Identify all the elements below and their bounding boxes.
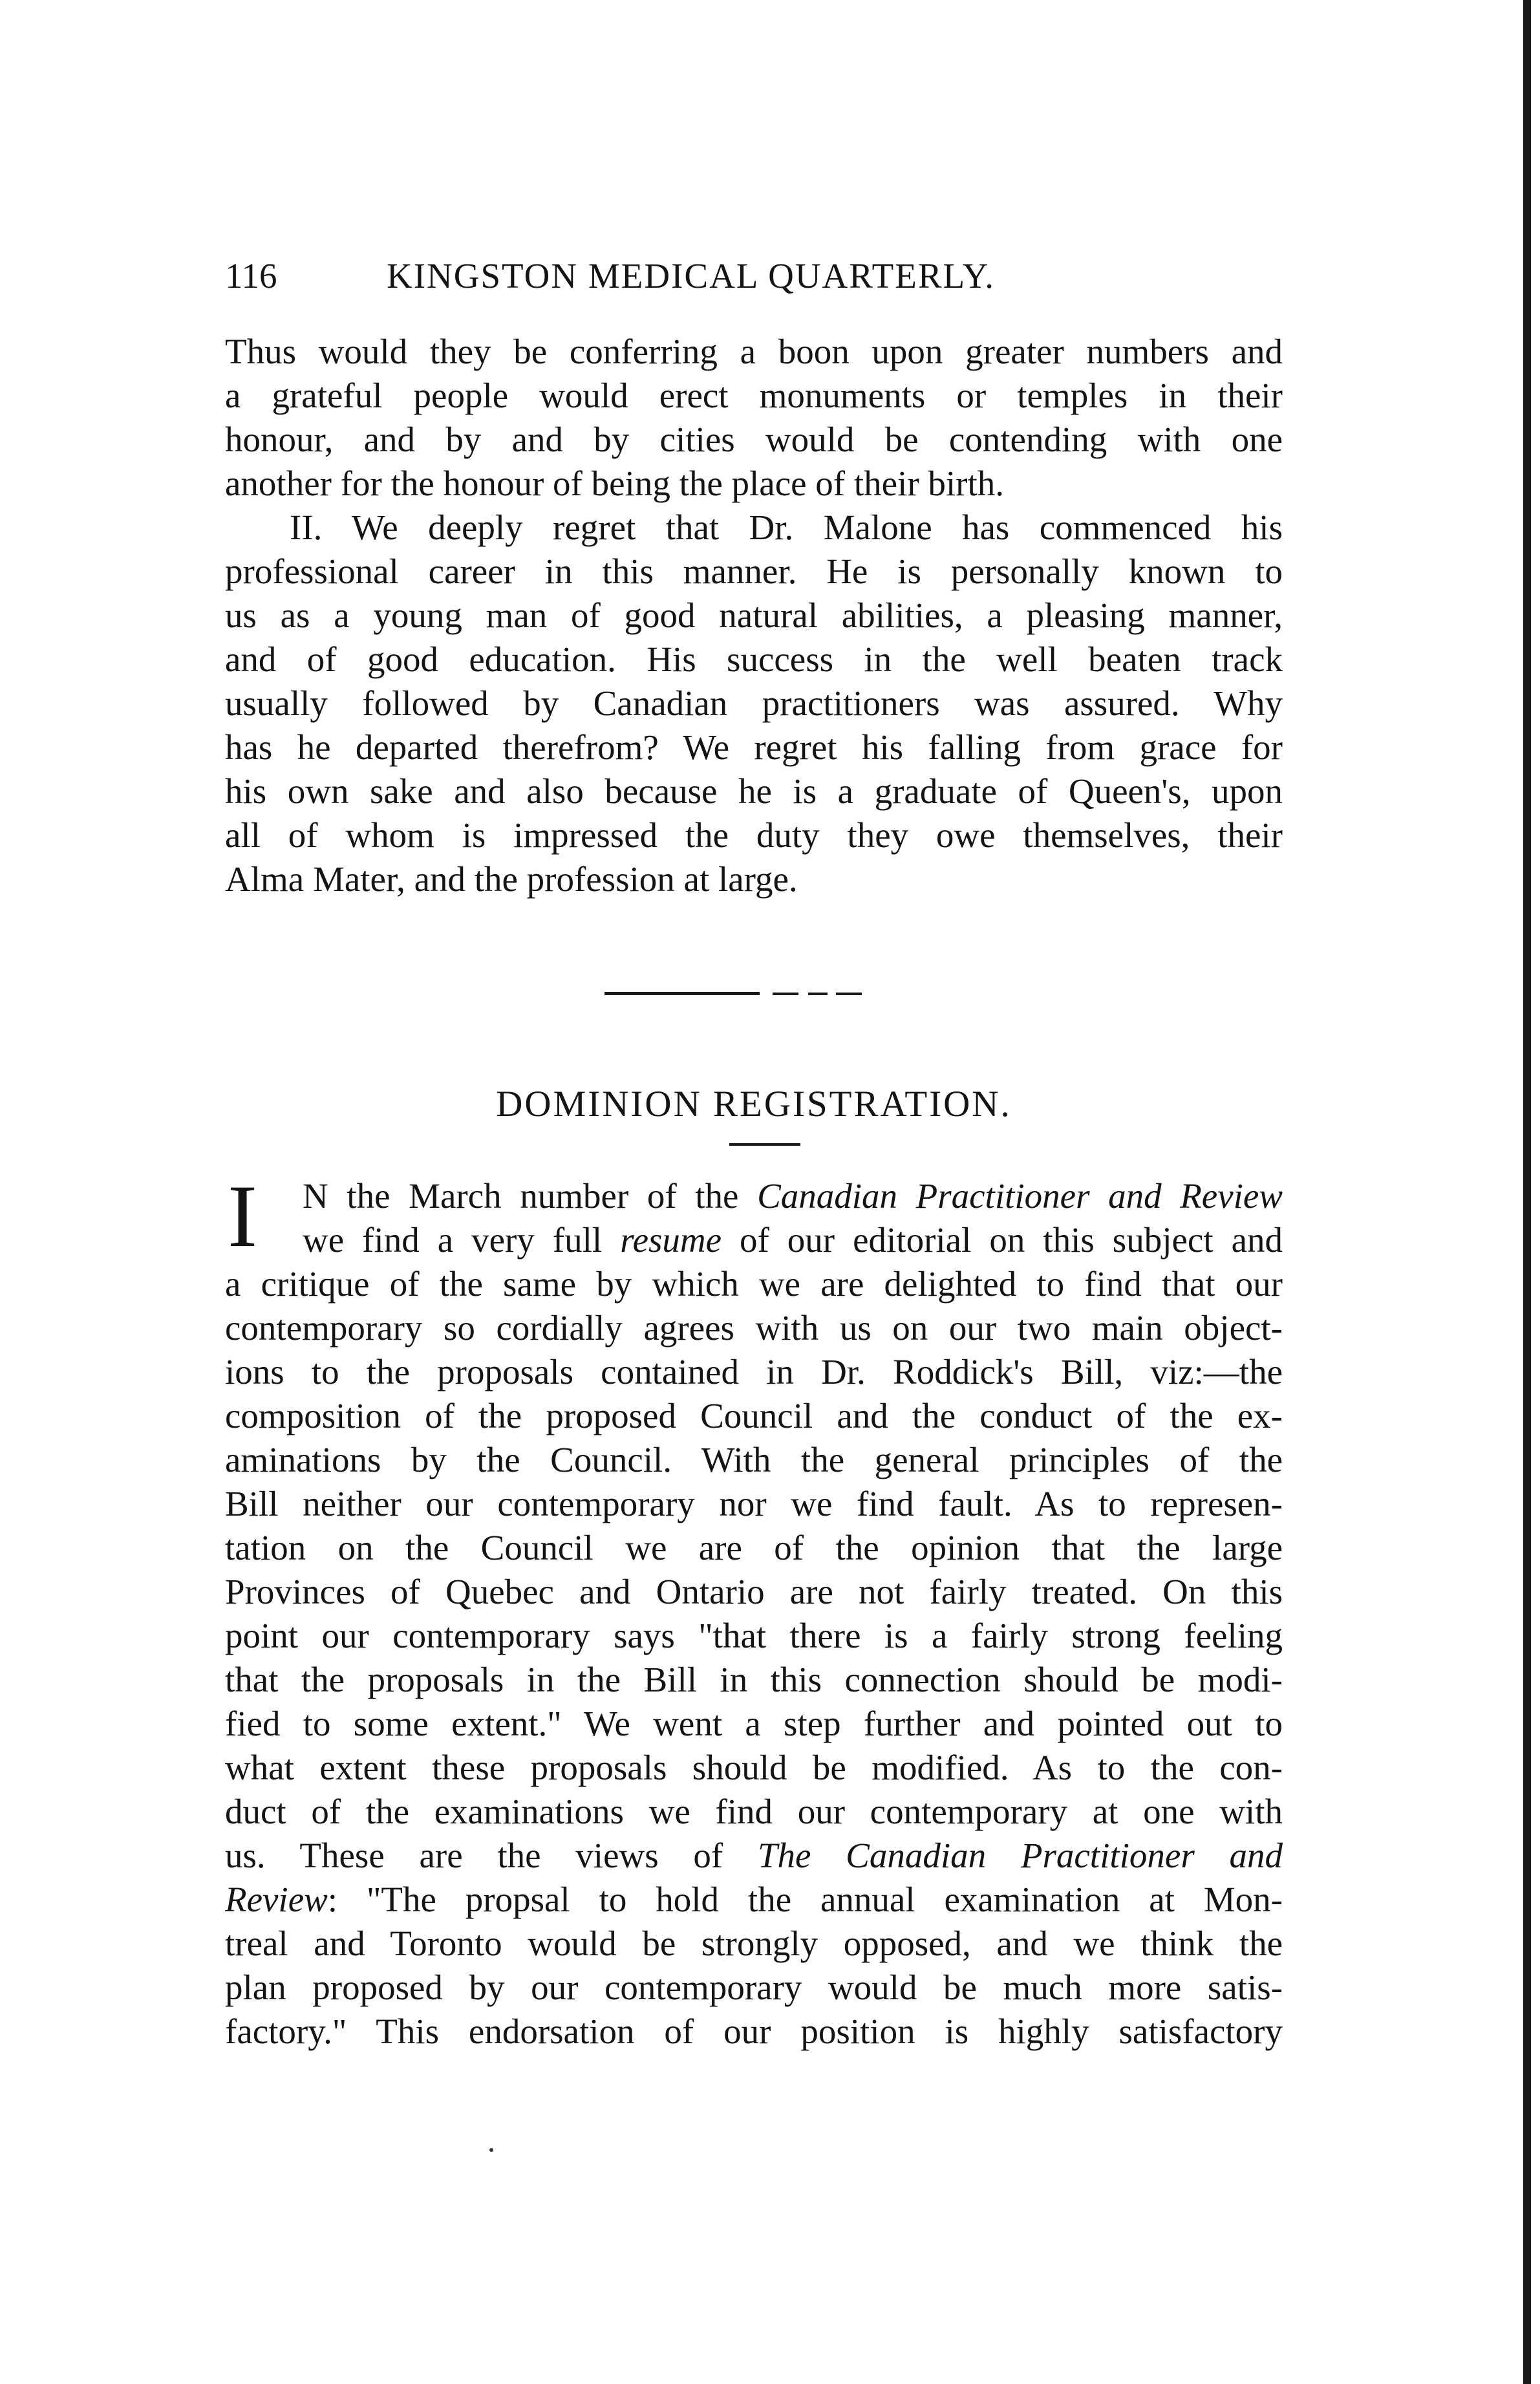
text-line: aminations by the Council. With the general principles of the (225, 1440, 1283, 1479)
paragraph-1 (225, 330, 1283, 506)
text-line: Thus would they be conferring a boon upon greater numbers and (225, 332, 1283, 371)
section-title: DOMINION REGISTRATION. (496, 1084, 1012, 1124)
title-underline (729, 1143, 800, 1146)
text-line: Review: "The propsal to hold the annual examination at Mon- (225, 1880, 1283, 1919)
text-line: II. We deeply regret that Dr. Malone has commenced his (290, 508, 1283, 547)
text-line: has he departed therefrom? We regret his falling from grace for (225, 727, 1283, 767)
text-line: professional career in this manner. He is personally known to (225, 552, 1283, 591)
text-line: us. These are the views of The Canadian Practitioner and (225, 1836, 1283, 1875)
text-line: Alma Mater, and the profession at large. (225, 859, 798, 899)
text-line: plan proposed by our contemporary would be much more satis- (225, 1968, 1283, 2007)
text-line: we find a very full resume of our editorial on this subject and (303, 1220, 1283, 1260)
text-line: that the proposals in the Bill in this connection should be modi- (225, 1660, 1283, 1699)
journal-title: KINGSTON MEDICAL QUARTERLY. (387, 256, 995, 295)
ink-speck (489, 2148, 493, 2152)
text-line: and of good education. His success in the well beaten track (225, 639, 1283, 679)
text-line: fied to some extent." We went a step further and pointed out to (225, 1704, 1283, 1743)
text-line: Provinces of Quebec and Ontario are not fairly treated. On this (225, 1572, 1283, 1611)
text-line: his own sake and also because he is a graduate of Queen's, upon (225, 771, 1283, 811)
running-head (225, 247, 1130, 305)
text-line: honour, and by and by cities would be contending with one (225, 420, 1283, 459)
text-line: a critique of the same by which we are delighted to find that our (225, 1264, 1283, 1304)
section-divider (604, 992, 863, 996)
section-body (225, 1166, 1283, 2054)
page-edge (1523, 0, 1531, 2384)
text-line: Bill neither our contemporary nor we find fault. As to represen- (225, 1484, 1283, 1523)
text-line: usually followed by Canadian practitioners was assured. Why (225, 683, 1283, 723)
text-line: composition of the proposed Council and the conduct of the ex- (225, 1396, 1283, 1435)
drop-cap: I (228, 1166, 257, 1265)
text-line: point our contemporary says "that there is a fairly strong feeling (225, 1616, 1283, 1655)
text-line: all of whom is impressed the duty they owe themselves, their (225, 815, 1283, 855)
text-line: duct of the examinations we find our contemporary at one with (225, 1792, 1283, 1831)
text-line: another for the honour of being the place of their birth. (225, 464, 1005, 503)
page-number: 116 (225, 256, 277, 295)
text-line: tation on the Council we are of the opinion that the large (225, 1528, 1283, 1567)
text-line: N the March number of the Canadian Practitioner and Review (303, 1176, 1283, 1216)
text-line: us as a young man of good natural abilities, a pleasing manner, (225, 596, 1283, 635)
paragraph-2 (225, 506, 1283, 901)
text-line: contemporary so cordially agrees with us on our two main object- (225, 1308, 1283, 1348)
text-line: treal and Toronto would be strongly opposed, and we think the (225, 1924, 1283, 1963)
text-line: factory." This endorsation of our position is highly satisfactory (225, 2012, 1283, 2051)
text-line: a grateful people would erect monuments or temples in their (225, 376, 1283, 415)
text-line: ions to the proposals contained in Dr. Roddick's Bill, viz:—the (225, 1352, 1283, 1391)
text-line: what extent these proposals should be modified. As to the con- (225, 1748, 1283, 1787)
